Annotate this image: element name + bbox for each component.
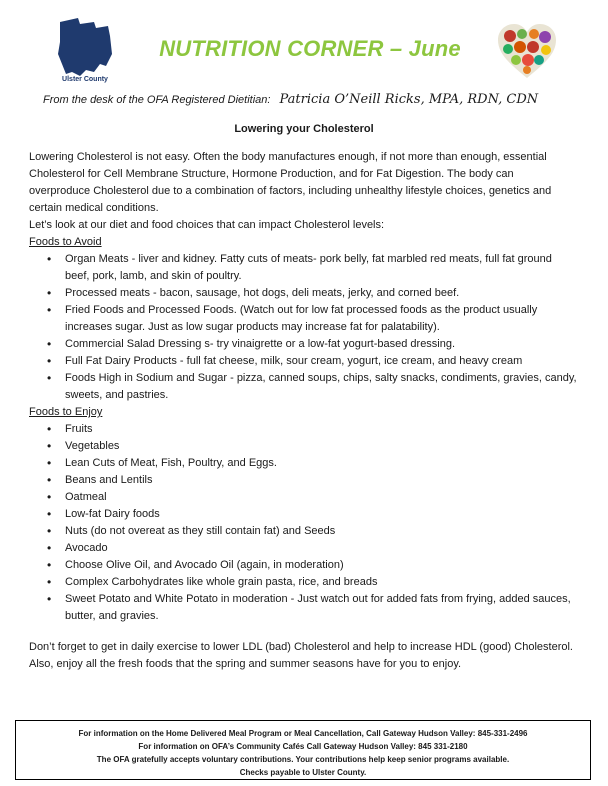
footer-checks-line: Checks payable to Ulster County. bbox=[239, 768, 367, 777]
foods-to-avoid-heading: Foods to Avoid bbox=[29, 236, 102, 248]
list-item: • Avocado bbox=[29, 540, 577, 557]
closing-paragraph: Don’t forget to get in daily exercise to lower LDL (bad) Cholesterol and help to increase HDL (good) Cholesterol. Also, enjoy all the fresh foods that the spring and summer seasons have for you to enjoy. bbox=[29, 641, 573, 670]
list-item: • Complex Carbohydrates like whole grain pasta, rice, and breads bbox=[29, 574, 577, 591]
list-item: • Fruits bbox=[29, 421, 577, 438]
lead-paragraph: Let’s look at our diet and food choices that can impact Cholesterol levels: bbox=[29, 219, 385, 231]
author-name: Patricia O’Neill Ricks, MPA, RDN, CDN bbox=[279, 92, 539, 107]
footer-contribution-line: The OFA gratefully accepts voluntary contributions. Your contributions help keep senior programs available. bbox=[96, 755, 510, 764]
foods-to-avoid-list bbox=[29, 251, 577, 404]
list-item: • Foods High in Sodium and Sugar - pizza, canned soups, chips, salty snacks, condiments, gravies, candy, sweets, and pastries. bbox=[29, 370, 577, 404]
list-item: • Lean Cuts of Meat, Fish, Poultry, and Eggs. bbox=[29, 455, 577, 472]
footer-cafe-line: For information on OFA’s Community Cafés Call Gateway Hudson Valley: 845 331-2180 bbox=[138, 742, 468, 751]
footer-box bbox=[15, 720, 591, 780]
intro-paragraph: Lowering Cholesterol is not easy. Often the body manufactures enough, if not more than enough, essential Cholesterol for Cell Membrane Structure, Hormone Production, and for Fat Digestion. The body can overproduce Cholesterol due to a combination of factors, including unhealthy lifestyle choices, genetics and certain medical conditions. bbox=[29, 151, 552, 214]
footer-meal-line: For information on the Home Delivered Meal Program or Meal Cancellation, Call Gateway Hudson Valley: 845-331-2496 bbox=[78, 729, 528, 738]
list-item: • Processed meats - bacon, sausage, hot dogs, deli meats, jerky, and corned beef. bbox=[29, 285, 577, 302]
list-item: • Commercial Salad Dressing s- try vinaigrette or a low-fat yogurt-based dressing. bbox=[29, 336, 577, 353]
logo-caption: Ulster County bbox=[62, 76, 108, 83]
list-item: • Low-fat Dairy foods bbox=[29, 506, 577, 523]
list-item: • Beans and Lentils bbox=[29, 472, 577, 489]
ulster-county-logo bbox=[50, 14, 120, 84]
article-heading: Lowering your Cholesterol bbox=[234, 123, 374, 135]
list-item: • Vegetables bbox=[29, 438, 577, 455]
author-label: From the desk of the OFA Registered Dietitian: bbox=[43, 94, 271, 106]
list-item: • Choose Olive Oil, and Avocado Oil (again, in moderation) bbox=[29, 557, 577, 574]
list-item: • Sweet Potato and White Potato in moderation - Just watch out for added fats from frying, added sauces, butter, and gravies. bbox=[29, 591, 577, 625]
list-item: • Oatmeal bbox=[29, 489, 577, 506]
list-item: • Fried Foods and Processed Foods. (Watch out for low fat processed foods as the product usually increases sugar. Just as low sugar products may increase fat for palatability). bbox=[29, 302, 577, 336]
list-item: • Nuts (do not overeat as they still contain fat) and Seeds bbox=[29, 523, 577, 540]
page-title: NUTRITION CORNER – June bbox=[159, 36, 461, 61]
vegetable-heart-icon bbox=[496, 22, 558, 80]
foods-to-enjoy-list bbox=[29, 421, 577, 625]
list-item: • Full Fat Dairy Products - full fat cheese, milk, sour cream, yogurt, ice cream, and heavy cream bbox=[29, 353, 577, 370]
author-line bbox=[43, 92, 538, 107]
article-body bbox=[29, 149, 577, 673]
foods-to-enjoy-heading: Foods to Enjoy bbox=[29, 406, 103, 418]
list-item: • Organ Meats - liver and kidney. Fatty cuts of meats- pork belly, fat marbled red meats, full fat ground beef, pork, lamb, and skin of poultry. bbox=[29, 251, 577, 285]
